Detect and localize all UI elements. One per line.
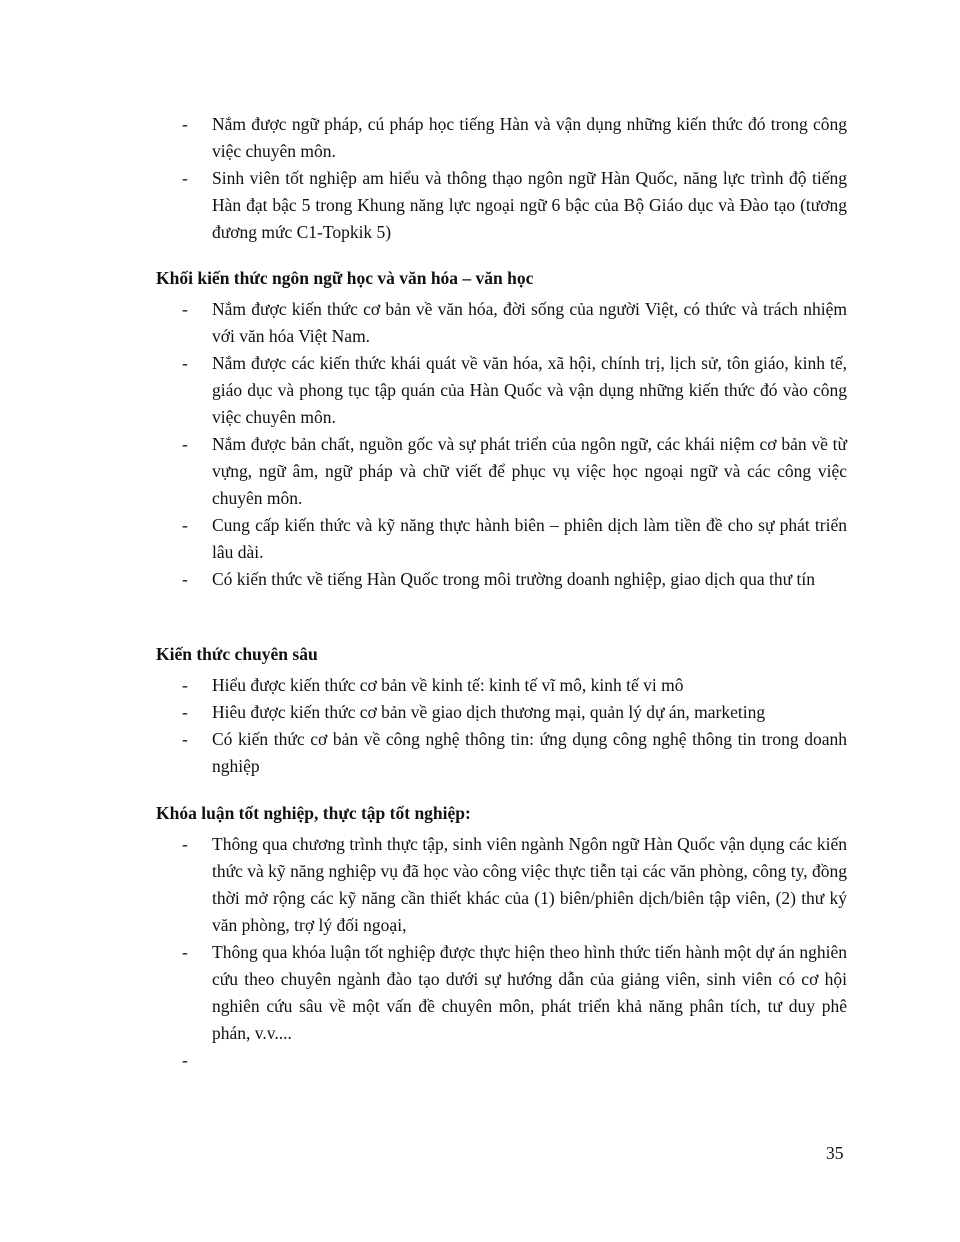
list-dash: - bbox=[182, 834, 188, 854]
list-dash: - bbox=[182, 1050, 188, 1070]
bullet-list-linguistics-culture bbox=[0, 296, 960, 593]
list-item-text: Nắm được bản chất, nguồn gốc và sự phát triển của ngôn ngữ, các khái niệm cơ bản về từ vựng, ngữ âm, ngữ pháp và chữ viết để phục vụ việc học ngoại ngữ và các công việc chuyên môn. bbox=[212, 434, 847, 508]
list-dash: - bbox=[182, 299, 188, 319]
page-number: 35 bbox=[826, 1143, 844, 1163]
list-item bbox=[0, 672, 960, 699]
list-item bbox=[0, 566, 960, 593]
list-item-text: Thông qua khóa luận tốt nghiệp được thực hiện theo hình thức tiến hành một dự án nghiên cứu theo chuyên ngành đào tạo dưới sự hướng dẫn của giảng viên, sinh viên có cơ hội nghiên cứu sâu về một vấn đề chuyên môn, phát triển khả năng phân tích, tư duy phê phán, v.v.... bbox=[212, 942, 847, 1043]
list-item-text: Nắm được các kiến thức khái quát về văn hóa, xã hội, chính trị, lịch sử, tôn giáo, kinh tế, giáo dục và phong tục tập quán của Hàn Quốc và vận dụng những kiến thức đó vào công việc chuyên môn. bbox=[212, 353, 847, 427]
bullet-list-intro bbox=[0, 111, 960, 246]
list-item bbox=[0, 939, 960, 1047]
list-item bbox=[0, 699, 960, 726]
list-item bbox=[0, 165, 960, 246]
list-item-text: Thông qua chương trình thực tập, sinh viên ngành Ngôn ngữ Hàn Quốc vận dụng các kiến thức và kỹ năng nghiệp vụ đã học vào công việc thực tiễn tại các văn phòng, công ty, đồng thời mở rộng các kỹ năng cần thiết khác của (1) biên/phiên dịch/biên tập viên, (2) thư ký văn phòng, trợ lý đối ngoại, bbox=[212, 834, 847, 935]
list-item bbox=[0, 431, 960, 512]
list-item-text: Có kiến thức về tiếng Hàn Quốc trong môi trường doanh nghiệp, giao dịch qua thư tín bbox=[212, 569, 815, 589]
list-item-text: Cung cấp kiến thức và kỹ năng thực hành biên – phiên dịch làm tiền đề cho sự phát triển lâu dài. bbox=[212, 515, 847, 562]
list-dash: - bbox=[182, 729, 188, 749]
list-item bbox=[0, 831, 960, 939]
section-heading-specialized-knowledge: Kiến thức chuyên sâu bbox=[156, 644, 318, 664]
list-dash: - bbox=[182, 702, 188, 722]
list-item bbox=[0, 512, 960, 566]
list-dash: - bbox=[182, 942, 188, 962]
list-dash: - bbox=[182, 675, 188, 695]
list-dash: - bbox=[182, 114, 188, 134]
list-item-text: Sinh viên tốt nghiệp am hiểu và thông thạo ngôn ngữ Hàn Quốc, năng lực trình độ tiếng Hàn đạt bậc 5 trong Khung năng lực ngoại ngữ 6 bậc của Bộ Giáo dục và Đào tạo (tương đương mức C1-Topkik 5) bbox=[212, 168, 847, 242]
list-dash: - bbox=[182, 515, 188, 535]
list-dash: - bbox=[182, 569, 188, 589]
list-dash: - bbox=[182, 434, 188, 454]
list-item-text: Hiểu được kiến thức cơ bản về kinh tế: kinh tế vĩ mô, kinh tế vi mô bbox=[212, 675, 684, 695]
bullet-list-specialized-knowledge bbox=[0, 672, 960, 780]
list-item bbox=[0, 1047, 960, 1074]
list-item-text: Nắm được kiến thức cơ bản về văn hóa, đời sống của người Việt, có thức và trách nhiệm với văn hóa Việt Nam. bbox=[212, 299, 847, 346]
list-item-text: Hiêu được kiến thức cơ bản về giao dịch thương mại, quản lý dự án, marketing bbox=[212, 702, 766, 722]
list-item bbox=[0, 296, 960, 350]
list-item bbox=[0, 350, 960, 431]
section-heading-thesis-internship: Khóa luận tốt nghiệp, thực tập tốt nghiệp: bbox=[156, 803, 471, 823]
list-item bbox=[0, 726, 960, 780]
section-heading-linguistics-culture: Khối kiến thức ngôn ngữ học và văn hóa – văn học bbox=[156, 268, 534, 288]
list-item-text: Nắm được ngữ pháp, cú pháp học tiếng Hàn và vận dụng những kiến thức đó trong công việc chuyên môn. bbox=[212, 114, 847, 161]
bullet-list-thesis-internship bbox=[0, 831, 960, 1074]
list-item-text: Có kiến thức cơ bản về công nghệ thông tin: ứng dụng công nghệ thông tin trong doanh nghiệp bbox=[212, 729, 847, 776]
list-item bbox=[0, 111, 960, 165]
list-dash: - bbox=[182, 353, 188, 373]
list-dash: - bbox=[182, 168, 188, 188]
